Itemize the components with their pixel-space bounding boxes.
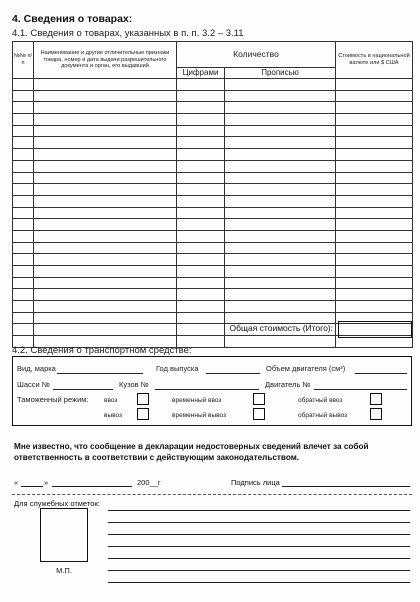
col-header-description: Наименование и другие отличительные признаки товара, номер и дата выдачи разрешительного документа и орган, его выдавший [34, 42, 177, 79]
table-cell[interactable] [336, 137, 413, 149]
table-cell[interactable] [336, 160, 413, 172]
declaration-text: Мне известно, что сообщение в декларации недостоверных сведений влечет за собой ответственность в соответствии с действующим законодательством. [14, 442, 369, 462]
table-cell[interactable] [13, 242, 34, 254]
table-cell[interactable] [34, 324, 177, 336]
date-day-field[interactable] [21, 486, 43, 487]
table-cell[interactable] [225, 336, 336, 348]
table-cell[interactable] [336, 125, 413, 137]
col-header-quantity-digits: Цифрами [177, 68, 225, 79]
table-cell[interactable] [34, 184, 177, 196]
temp-import-checkbox[interactable] [253, 393, 265, 405]
table-cell[interactable] [225, 184, 336, 196]
table-cell[interactable] [177, 149, 225, 161]
table-cell[interactable] [13, 125, 34, 137]
section-divider [12, 494, 412, 495]
table-cell[interactable] [336, 184, 413, 196]
table-cell[interactable] [336, 254, 413, 266]
table-cell[interactable] [34, 266, 177, 278]
table-cell[interactable] [225, 90, 336, 102]
table-cell[interactable] [177, 289, 225, 301]
table-row [13, 195, 413, 207]
office-line[interactable] [108, 522, 410, 523]
table-cell[interactable] [225, 266, 336, 278]
table-row [13, 90, 413, 102]
office-line[interactable] [108, 582, 410, 583]
table-cell[interactable] [225, 195, 336, 207]
table-cell[interactable] [34, 114, 177, 126]
col-header-quantity: Количество [177, 42, 336, 68]
table-cell[interactable] [13, 160, 34, 172]
table-cell[interactable] [225, 149, 336, 161]
table-cell[interactable] [34, 254, 177, 266]
table-cell[interactable] [336, 277, 413, 289]
export-checkbox[interactable] [137, 408, 149, 420]
table-cell[interactable] [34, 219, 177, 231]
table-row [13, 137, 413, 149]
date-month-field[interactable] [52, 486, 132, 487]
goods-table [12, 41, 413, 348]
table-cell[interactable] [225, 125, 336, 137]
table-cell[interactable] [34, 172, 177, 184]
table-cell[interactable] [34, 195, 177, 207]
table-cell[interactable] [336, 79, 413, 91]
table-cell[interactable] [34, 90, 177, 102]
table-row [13, 172, 413, 184]
table-cell[interactable] [177, 79, 225, 91]
table-cell[interactable] [13, 149, 34, 161]
table-cell[interactable] [225, 79, 336, 91]
import-label: ввоз [104, 397, 118, 404]
date-quote-close: » [44, 478, 49, 487]
table-cell[interactable] [336, 301, 413, 313]
table-cell[interactable] [225, 219, 336, 231]
table-cell[interactable] [336, 102, 413, 114]
table-row [13, 79, 413, 91]
table-cell[interactable] [336, 114, 413, 126]
table-cell[interactable] [225, 137, 336, 149]
goods-table-body [13, 79, 413, 348]
table-cell[interactable] [13, 207, 34, 219]
reimport-checkbox[interactable] [370, 393, 382, 405]
table-cell[interactable] [177, 102, 225, 114]
table-row [13, 160, 413, 172]
table-cell[interactable] [13, 230, 34, 242]
table-cell[interactable] [336, 90, 413, 102]
engine-volume-field[interactable] [355, 373, 407, 374]
table-row [13, 301, 413, 313]
table-row [13, 242, 413, 254]
stamp-box [40, 508, 88, 562]
chassis-field[interactable] [53, 389, 113, 390]
table-row [13, 114, 413, 126]
table-cell[interactable] [13, 312, 34, 324]
office-line[interactable] [108, 546, 410, 547]
make-label: Вид, марка [17, 364, 56, 373]
table-cell[interactable] [13, 277, 34, 289]
table-cell[interactable] [336, 219, 413, 231]
table-cell[interactable] [34, 312, 177, 324]
engine-number-label: Двигатель № [265, 380, 311, 389]
total-value-box[interactable] [338, 321, 412, 338]
table-row [13, 184, 413, 196]
table-cell[interactable] [177, 114, 225, 126]
table-cell[interactable] [177, 266, 225, 278]
table-cell[interactable] [34, 207, 177, 219]
table-row [13, 207, 413, 219]
reexport-label: обратный вывоз [298, 412, 348, 419]
col-header-quantity-words: Прописью [225, 68, 336, 79]
table-cell[interactable] [177, 137, 225, 149]
table-row [13, 277, 413, 289]
office-line[interactable] [108, 558, 410, 559]
temp-export-label: временный вывоз [172, 412, 227, 419]
table-cell[interactable] [177, 230, 225, 242]
engine-volume-label: Объем двигателя (см³) [266, 364, 346, 373]
table-cell[interactable] [34, 301, 177, 313]
table-cell[interactable] [13, 254, 34, 266]
table-cell[interactable] [177, 254, 225, 266]
signature-label: Подпись лица [231, 478, 280, 487]
regime-label: Таможенный режим: [17, 395, 89, 404]
office-label: Для служебных отметок: [14, 499, 100, 508]
table-cell[interactable] [13, 102, 34, 114]
table-cell[interactable] [13, 184, 34, 196]
table-cell[interactable] [34, 149, 177, 161]
table-row [13, 102, 413, 114]
office-line[interactable] [108, 570, 410, 571]
table-row [13, 254, 413, 266]
table-cell[interactable] [34, 160, 177, 172]
engine-number-field[interactable] [314, 389, 407, 390]
table-cell[interactable] [177, 125, 225, 137]
table-cell[interactable] [336, 266, 413, 278]
table-row [13, 219, 413, 231]
table-cell[interactable] [13, 324, 34, 336]
table-cell[interactable] [13, 79, 34, 91]
table-cell[interactable] [13, 266, 34, 278]
table-row [13, 266, 413, 278]
date-quote-open: « [14, 478, 19, 487]
table-cell[interactable] [177, 242, 225, 254]
office-line[interactable] [108, 534, 410, 535]
table-cell[interactable] [177, 277, 225, 289]
signature-field[interactable] [282, 486, 410, 487]
reexport-checkbox[interactable] [370, 408, 382, 420]
table-cell[interactable] [34, 102, 177, 114]
table-row [13, 149, 413, 161]
date-year-text: 200__г [137, 478, 161, 487]
table-cell[interactable] [13, 195, 34, 207]
temp-export-checkbox[interactable] [253, 408, 265, 420]
col-header-cost: Стоимость в национальной валюте или $ США [336, 42, 413, 79]
table-cell[interactable] [225, 301, 336, 313]
table-cell[interactable] [34, 79, 177, 91]
table-cell[interactable] [225, 160, 336, 172]
table-cell[interactable] [225, 242, 336, 254]
table-cell[interactable] [13, 301, 34, 313]
office-line[interactable] [108, 510, 410, 511]
table-cell[interactable] [336, 195, 413, 207]
table-cell[interactable] [177, 90, 225, 102]
temp-import-label: временный ввоз [172, 397, 222, 404]
col-header-number: №№ п/п [13, 42, 34, 79]
table-row [13, 230, 413, 242]
table-cell[interactable] [34, 137, 177, 149]
table-row [13, 289, 413, 301]
table-cell[interactable] [225, 172, 336, 184]
section-title: 4. Сведения о товарах: [12, 13, 133, 25]
table-cell[interactable] [177, 184, 225, 196]
table-cell[interactable] [336, 230, 413, 242]
year-field[interactable] [206, 373, 260, 374]
table-cell[interactable] [336, 172, 413, 184]
table-cell[interactable] [177, 160, 225, 172]
table-cell[interactable] [336, 242, 413, 254]
table-cell[interactable] [13, 289, 34, 301]
table-cell[interactable] [336, 289, 413, 301]
table-cell[interactable] [225, 277, 336, 289]
table-cell[interactable] [34, 289, 177, 301]
make-field[interactable] [57, 373, 143, 374]
table-row [13, 125, 413, 137]
table-cell[interactable] [177, 172, 225, 184]
table-cell[interactable] [336, 149, 413, 161]
table-cell[interactable] [336, 207, 413, 219]
table-cell[interactable] [34, 242, 177, 254]
table-cell[interactable] [177, 301, 225, 313]
year-label: Год выпуска [156, 364, 199, 373]
table-cell[interactable] [13, 172, 34, 184]
table-cell[interactable] [225, 207, 336, 219]
table-cell[interactable] [225, 102, 336, 114]
table-cell[interactable] [13, 137, 34, 149]
table-cell[interactable] [13, 114, 34, 126]
export-label: вывоз [104, 412, 123, 419]
table-cell[interactable] [34, 277, 177, 289]
table-cell[interactable] [13, 90, 34, 102]
import-checkbox[interactable] [137, 393, 149, 405]
table-cell[interactable] [225, 114, 336, 126]
section-subtitle-4-1: 4.1. Сведения о товарах, указанных в п. п. 3.2 – 3.11 [12, 28, 244, 39]
chassis-label: Шасси № [17, 380, 50, 389]
table-cell[interactable] [225, 289, 336, 301]
vehicle-subtitle: 4.2. Сведения о транспортном средстве: [12, 345, 192, 356]
table-cell[interactable] [13, 219, 34, 231]
table-cell[interactable] [177, 219, 225, 231]
table-cell[interactable] [225, 254, 336, 266]
table-cell[interactable] [177, 195, 225, 207]
table-cell[interactable] [225, 230, 336, 242]
table-cell[interactable] [177, 207, 225, 219]
table-cell[interactable] [34, 230, 177, 242]
total-label: Общая стоимость (Итого): [229, 323, 333, 333]
body-label: Кузов № [119, 380, 149, 389]
reimport-label: обратный ввоз [298, 397, 343, 404]
stamp-label: М.П. [56, 566, 72, 575]
table-cell[interactable] [34, 125, 177, 137]
body-field[interactable] [155, 389, 259, 390]
